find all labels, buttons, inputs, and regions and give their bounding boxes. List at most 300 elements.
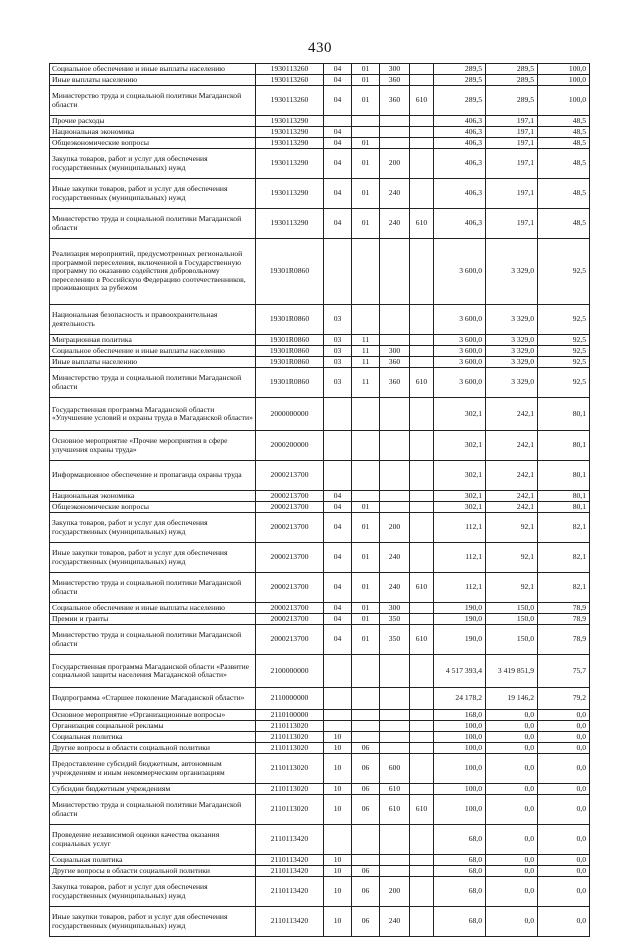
row-planned-cell: 3 600,0	[434, 346, 486, 357]
row-percent-cell: 100,0	[538, 86, 590, 116]
row-expense-type-cell: 240	[380, 543, 410, 573]
row-executed-cell: 19 146,2	[486, 688, 538, 710]
row-administrator-cell	[410, 149, 434, 179]
row-expense-type-cell	[380, 743, 410, 754]
row-percent-cell: 100,0	[538, 75, 590, 86]
row-section-cell	[324, 710, 352, 721]
row-section-cell: 04	[324, 491, 352, 502]
row-executed-cell: 289,5	[486, 64, 538, 75]
row-planned-cell: 100,0	[434, 795, 486, 825]
table-row	[50, 877, 590, 907]
row-name-cell: Национальная экономика	[50, 491, 256, 502]
row-section-cell: 04	[324, 149, 352, 179]
row-name-cell: Закупка товаров, работ и услуг для обеспечения государственных (муниципальных) нужд	[50, 513, 256, 543]
row-administrator-cell	[410, 461, 434, 491]
row-administrator-cell: 610	[410, 795, 434, 825]
row-expense-type-cell	[380, 239, 410, 305]
row-executed-cell: 150,0	[486, 603, 538, 614]
row-code-cell: 2000213700	[256, 491, 324, 502]
row-percent-cell: 0,0	[538, 795, 590, 825]
row-administrator-cell	[410, 614, 434, 625]
row-percent-cell: 48,5	[538, 179, 590, 209]
row-percent-cell: 48,5	[538, 149, 590, 179]
row-executed-cell: 3 329,0	[486, 305, 538, 335]
row-percent-cell: 80,1	[538, 491, 590, 502]
row-subsection-cell: 01	[352, 64, 380, 75]
row-expense-type-cell: 300	[380, 603, 410, 614]
row-subsection-cell: 01	[352, 573, 380, 603]
row-expense-type-cell: 610	[380, 784, 410, 795]
row-code-cell: 19301R0860	[256, 305, 324, 335]
row-name-cell: Министерство труда и социальной политики Магаданской области	[50, 368, 256, 398]
row-administrator-cell	[410, 855, 434, 866]
row-name-cell: Национальная безопасность и правоохранительная деятельность	[50, 305, 256, 335]
row-executed-cell: 92,1	[486, 543, 538, 573]
row-section-cell: 04	[324, 543, 352, 573]
row-expense-type-cell	[380, 655, 410, 688]
row-planned-cell: 302,1	[434, 431, 486, 461]
row-executed-cell: 150,0	[486, 614, 538, 625]
row-administrator-cell	[410, 743, 434, 754]
row-expense-type-cell: 610	[380, 795, 410, 825]
row-planned-cell: 289,5	[434, 75, 486, 86]
row-executed-cell: 197,1	[486, 149, 538, 179]
row-section-cell: 04	[324, 625, 352, 655]
row-percent-cell: 0,0	[538, 825, 590, 855]
row-name-cell: Другие вопросы в области социальной политики	[50, 866, 256, 877]
row-subsection-cell: 11	[352, 368, 380, 398]
row-percent-cell: 0,0	[538, 784, 590, 795]
row-administrator-cell	[410, 398, 434, 431]
row-name-cell: Закупка товаров, работ и услуг для обеспечения государственных (муниципальных) нужд	[50, 149, 256, 179]
row-administrator-cell	[410, 357, 434, 368]
row-subsection-cell: 01	[352, 138, 380, 149]
row-administrator-cell	[410, 179, 434, 209]
row-percent-cell: 92,5	[538, 239, 590, 305]
row-section-cell	[324, 116, 352, 127]
table-row	[50, 346, 590, 357]
row-administrator-cell	[410, 239, 434, 305]
row-percent-cell: 48,5	[538, 138, 590, 149]
row-administrator-cell: 610	[410, 368, 434, 398]
row-percent-cell: 78,9	[538, 603, 590, 614]
row-executed-cell: 3 329,0	[486, 335, 538, 346]
row-section-cell	[324, 721, 352, 732]
table-row	[50, 305, 590, 335]
row-code-cell: 2000213700	[256, 543, 324, 573]
row-planned-cell: 4 517 393,4	[434, 655, 486, 688]
row-percent-cell: 48,5	[538, 127, 590, 138]
row-administrator-cell	[410, 75, 434, 86]
row-expense-type-cell: 300	[380, 64, 410, 75]
row-section-cell	[324, 239, 352, 305]
row-subsection-cell: 01	[352, 625, 380, 655]
row-name-cell: Премии и гранты	[50, 614, 256, 625]
row-section-cell: 10	[324, 855, 352, 866]
row-administrator-cell	[410, 431, 434, 461]
row-subsection-cell	[352, 116, 380, 127]
row-expense-type-cell	[380, 721, 410, 732]
row-code-cell: 2110113020	[256, 754, 324, 784]
row-name-cell: Министерство труда и социальной политики Магаданской области	[50, 209, 256, 239]
row-planned-cell: 100,0	[434, 784, 486, 795]
row-code-cell: 2000213700	[256, 614, 324, 625]
row-section-cell: 10	[324, 743, 352, 754]
row-subsection-cell	[352, 305, 380, 335]
row-code-cell: 2110000000	[256, 688, 324, 710]
row-planned-cell: 190,0	[434, 625, 486, 655]
row-planned-cell: 100,0	[434, 732, 486, 743]
row-executed-cell: 242,1	[486, 491, 538, 502]
row-section-cell: 03	[324, 335, 352, 346]
row-name-cell: Другие вопросы в области социальной политики	[50, 743, 256, 754]
row-subsection-cell	[352, 721, 380, 732]
row-expense-type-cell	[380, 825, 410, 855]
row-section-cell: 04	[324, 179, 352, 209]
row-section-cell: 04	[324, 75, 352, 86]
row-code-cell: 1930113260	[256, 75, 324, 86]
row-expense-type-cell	[380, 335, 410, 346]
row-planned-cell: 3 600,0	[434, 305, 486, 335]
row-expense-type-cell: 360	[380, 357, 410, 368]
row-name-cell: Иные выплаты населению	[50, 357, 256, 368]
row-section-cell: 04	[324, 603, 352, 614]
row-planned-cell: 112,1	[434, 573, 486, 603]
row-subsection-cell	[352, 239, 380, 305]
row-section-cell: 04	[324, 513, 352, 543]
row-expense-type-cell	[380, 138, 410, 149]
row-section-cell: 04	[324, 614, 352, 625]
row-planned-cell: 302,1	[434, 491, 486, 502]
row-administrator-cell	[410, 710, 434, 721]
row-expense-type-cell: 350	[380, 614, 410, 625]
row-subsection-cell: 01	[352, 543, 380, 573]
row-name-cell: Социальное обеспечение и иные выплаты населению	[50, 346, 256, 357]
row-name-cell: Организация социальной рекламы	[50, 721, 256, 732]
row-section-cell: 10	[324, 784, 352, 795]
row-percent-cell: 92,5	[538, 335, 590, 346]
row-code-cell: 2110113420	[256, 907, 324, 937]
table-row	[50, 907, 590, 937]
table-row	[50, 855, 590, 866]
row-name-cell: Иные закупки товаров, работ и услуг для обеспечения государственных (муниципальных) нужд	[50, 543, 256, 573]
row-section-cell: 04	[324, 138, 352, 149]
row-code-cell: 2000213700	[256, 625, 324, 655]
row-planned-cell: 100,0	[434, 754, 486, 784]
table-row	[50, 239, 590, 305]
row-administrator-cell	[410, 335, 434, 346]
row-administrator-cell	[410, 866, 434, 877]
row-planned-cell: 302,1	[434, 398, 486, 431]
row-executed-cell: 289,5	[486, 75, 538, 86]
row-subsection-cell	[352, 825, 380, 855]
row-administrator-cell	[410, 513, 434, 543]
row-expense-type-cell: 300	[380, 346, 410, 357]
row-name-cell: Социальная политика	[50, 855, 256, 866]
row-code-cell: 1930113290	[256, 116, 324, 127]
row-name-cell: Министерство труда и социальной политики Магаданской области	[50, 795, 256, 825]
row-administrator-cell	[410, 502, 434, 513]
row-percent-cell: 0,0	[538, 877, 590, 907]
row-section-cell: 10	[324, 732, 352, 743]
row-administrator-cell	[410, 116, 434, 127]
row-subsection-cell: 11	[352, 357, 380, 368]
row-planned-cell: 406,3	[434, 116, 486, 127]
row-expense-type-cell	[380, 461, 410, 491]
row-administrator-cell	[410, 825, 434, 855]
row-subsection-cell: 01	[352, 209, 380, 239]
row-administrator-cell	[410, 784, 434, 795]
row-percent-cell: 0,0	[538, 743, 590, 754]
row-expense-type-cell	[380, 116, 410, 127]
row-subsection-cell: 01	[352, 179, 380, 209]
row-planned-cell: 68,0	[434, 877, 486, 907]
row-planned-cell: 3 600,0	[434, 368, 486, 398]
row-percent-cell: 78,9	[538, 614, 590, 625]
row-planned-cell: 406,3	[434, 127, 486, 138]
row-planned-cell: 406,3	[434, 209, 486, 239]
row-name-cell: Социальная политика	[50, 732, 256, 743]
table-row	[50, 461, 590, 491]
row-subsection-cell: 01	[352, 75, 380, 86]
row-name-cell: Основное мероприятие «Организационные вопросы»	[50, 710, 256, 721]
row-code-cell: 19301R0860	[256, 335, 324, 346]
row-planned-cell: 3 600,0	[434, 357, 486, 368]
row-expense-type-cell: 600	[380, 754, 410, 784]
row-code-cell: 2110113420	[256, 825, 324, 855]
row-subsection-cell	[352, 655, 380, 688]
row-subsection-cell: 01	[352, 502, 380, 513]
row-name-cell: Реализация мероприятий, предусмотренных региональной программой переселения, включенной в Государственную программу по оказанию содействия добровольному переселению в Российскую Федерацию соотечественников, проживающих за рубежом	[50, 239, 256, 305]
row-code-cell: 1930113260	[256, 86, 324, 116]
row-executed-cell: 289,5	[486, 86, 538, 116]
row-expense-type-cell: 360	[380, 368, 410, 398]
row-executed-cell: 0,0	[486, 825, 538, 855]
row-expense-type-cell: 350	[380, 625, 410, 655]
row-executed-cell: 0,0	[486, 710, 538, 721]
row-section-cell	[324, 398, 352, 431]
row-name-cell: Миграционная политика	[50, 335, 256, 346]
row-executed-cell: 0,0	[486, 907, 538, 937]
row-planned-cell: 112,1	[434, 513, 486, 543]
row-name-cell: Субсидии бюджетным учреждениям	[50, 784, 256, 795]
row-name-cell: Прочие расходы	[50, 116, 256, 127]
row-expense-type-cell	[380, 732, 410, 743]
row-planned-cell: 302,1	[434, 461, 486, 491]
table-row	[50, 603, 590, 614]
row-percent-cell: 75,7	[538, 655, 590, 688]
row-section-cell: 03	[324, 346, 352, 357]
row-percent-cell: 92,5	[538, 305, 590, 335]
row-administrator-cell: 610	[410, 625, 434, 655]
row-executed-cell: 0,0	[486, 732, 538, 743]
table-row	[50, 543, 590, 573]
row-code-cell: 19301R0860	[256, 239, 324, 305]
table-row	[50, 138, 590, 149]
table-row	[50, 398, 590, 431]
row-code-cell: 1930113290	[256, 127, 324, 138]
row-subsection-cell	[352, 855, 380, 866]
table-row	[50, 688, 590, 710]
row-subsection-cell	[352, 688, 380, 710]
table-row	[50, 127, 590, 138]
row-subsection-cell: 01	[352, 86, 380, 116]
row-subsection-cell: 06	[352, 795, 380, 825]
row-percent-cell: 92,5	[538, 368, 590, 398]
row-percent-cell: 92,5	[538, 346, 590, 357]
row-expense-type-cell	[380, 431, 410, 461]
row-code-cell: 2000213700	[256, 603, 324, 614]
row-name-cell: Иные выплаты населению	[50, 75, 256, 86]
row-planned-cell: 406,3	[434, 179, 486, 209]
row-executed-cell: 0,0	[486, 855, 538, 866]
row-administrator-cell	[410, 138, 434, 149]
table-row	[50, 368, 590, 398]
row-administrator-cell	[410, 543, 434, 573]
row-section-cell: 04	[324, 86, 352, 116]
row-expense-type-cell: 200	[380, 877, 410, 907]
row-percent-cell: 82,1	[538, 573, 590, 603]
row-executed-cell: 3 329,0	[486, 368, 538, 398]
table-body	[50, 64, 590, 937]
row-subsection-cell: 01	[352, 513, 380, 543]
table-row	[50, 75, 590, 86]
row-administrator-cell: 610	[410, 209, 434, 239]
row-subsection-cell	[352, 732, 380, 743]
row-executed-cell: 92,1	[486, 573, 538, 603]
row-administrator-cell	[410, 64, 434, 75]
row-percent-cell: 100,0	[538, 64, 590, 75]
row-percent-cell: 0,0	[538, 866, 590, 877]
table-row	[50, 710, 590, 721]
row-planned-cell: 406,3	[434, 149, 486, 179]
row-expense-type-cell: 240	[380, 573, 410, 603]
row-executed-cell: 0,0	[486, 754, 538, 784]
row-expense-type-cell: 360	[380, 75, 410, 86]
row-percent-cell: 82,1	[538, 513, 590, 543]
row-code-cell: 2110113020	[256, 784, 324, 795]
row-administrator-cell	[410, 907, 434, 937]
row-expense-type-cell: 240	[380, 209, 410, 239]
row-name-cell: Национальная экономика	[50, 127, 256, 138]
row-name-cell: Информационное обеспечение и пропаганда охраны труда	[50, 461, 256, 491]
table-row	[50, 866, 590, 877]
row-subsection-cell	[352, 710, 380, 721]
row-percent-cell: 78,9	[538, 625, 590, 655]
row-subsection-cell: 06	[352, 754, 380, 784]
row-section-cell: 04	[324, 64, 352, 75]
table-row	[50, 825, 590, 855]
row-code-cell: 2000000000	[256, 398, 324, 431]
row-executed-cell: 0,0	[486, 721, 538, 732]
row-expense-type-cell: 240	[380, 907, 410, 937]
row-name-cell: Основное мероприятие «Прочие мероприятия в сфере улучшения охраны труда»	[50, 431, 256, 461]
row-planned-cell: 68,0	[434, 866, 486, 877]
budget-table	[49, 63, 590, 937]
row-executed-cell: 0,0	[486, 784, 538, 795]
row-planned-cell: 112,1	[434, 543, 486, 573]
row-executed-cell: 92,1	[486, 513, 538, 543]
row-percent-cell: 80,1	[538, 461, 590, 491]
row-section-cell: 04	[324, 127, 352, 138]
row-subsection-cell: 01	[352, 614, 380, 625]
table-row	[50, 625, 590, 655]
row-section-cell: 10	[324, 866, 352, 877]
page-number: 430	[308, 40, 332, 56]
row-percent-cell: 80,1	[538, 398, 590, 431]
row-administrator-cell	[410, 655, 434, 688]
row-executed-cell: 242,1	[486, 502, 538, 513]
row-executed-cell: 197,1	[486, 127, 538, 138]
row-name-cell: Государственная программа Магаданской области «Развитие социальной защиты населения Магаданской области»	[50, 655, 256, 688]
row-code-cell: 2110113420	[256, 877, 324, 907]
row-executed-cell: 197,1	[486, 179, 538, 209]
row-name-cell: Министерство труда и социальной политики Магаданской области	[50, 573, 256, 603]
row-percent-cell: 80,1	[538, 431, 590, 461]
row-subsection-cell: 11	[352, 346, 380, 357]
row-planned-cell: 100,0	[434, 743, 486, 754]
row-executed-cell: 242,1	[486, 431, 538, 461]
row-administrator-cell: 610	[410, 86, 434, 116]
row-code-cell: 19301R0860	[256, 346, 324, 357]
row-planned-cell: 100,0	[434, 721, 486, 732]
row-administrator-cell	[410, 305, 434, 335]
row-expense-type-cell	[380, 491, 410, 502]
row-name-cell: Социальное обеспечение и иные выплаты населению	[50, 603, 256, 614]
row-section-cell	[324, 688, 352, 710]
row-planned-cell: 289,5	[434, 64, 486, 75]
row-code-cell: 19301R0860	[256, 368, 324, 398]
row-expense-type-cell	[380, 688, 410, 710]
row-percent-cell: 0,0	[538, 754, 590, 784]
row-section-cell: 10	[324, 795, 352, 825]
table-row	[50, 795, 590, 825]
table-row	[50, 431, 590, 461]
table-row	[50, 743, 590, 754]
row-executed-cell: 3 329,0	[486, 346, 538, 357]
row-percent-cell: 0,0	[538, 732, 590, 743]
row-executed-cell: 150,0	[486, 625, 538, 655]
row-section-cell: 04	[324, 502, 352, 513]
row-code-cell: 1930113290	[256, 138, 324, 149]
row-section-cell: 10	[324, 907, 352, 937]
row-executed-cell: 242,1	[486, 398, 538, 431]
row-code-cell: 1930113290	[256, 149, 324, 179]
row-executed-cell: 197,1	[486, 209, 538, 239]
row-name-cell: Общеэкономические вопросы	[50, 502, 256, 513]
row-percent-cell: 0,0	[538, 721, 590, 732]
row-planned-cell: 68,0	[434, 855, 486, 866]
row-code-cell: 2000213700	[256, 513, 324, 543]
row-name-cell: Государственная программа Магаданской области «Улучшение условий и охраны труда в Магаданской области»	[50, 398, 256, 431]
table-row	[50, 86, 590, 116]
row-section-cell: 03	[324, 368, 352, 398]
row-expense-type-cell: 200	[380, 149, 410, 179]
row-subsection-cell: 01	[352, 603, 380, 614]
row-subsection-cell	[352, 127, 380, 138]
table-row	[50, 116, 590, 127]
row-code-cell: 19301R0860	[256, 357, 324, 368]
table-row	[50, 335, 590, 346]
row-section-cell: 03	[324, 357, 352, 368]
table-row	[50, 513, 590, 543]
table-row	[50, 502, 590, 513]
row-executed-cell: 0,0	[486, 866, 538, 877]
row-administrator-cell	[410, 688, 434, 710]
row-planned-cell: 68,0	[434, 825, 486, 855]
row-percent-cell: 0,0	[538, 710, 590, 721]
row-expense-type-cell	[380, 127, 410, 138]
